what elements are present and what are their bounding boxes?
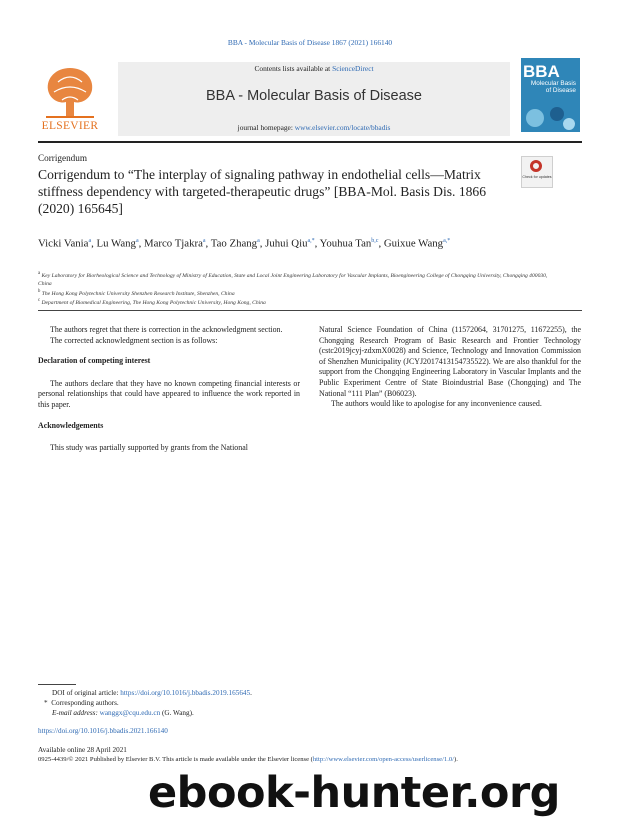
check-for-updates-button[interactable]: Check for updates xyxy=(521,156,553,188)
author: Youhua Tan xyxy=(319,237,372,250)
body-right-column xyxy=(319,325,581,410)
article-category: Corrigendum xyxy=(38,153,87,163)
section-heading: Acknowledgements xyxy=(38,420,104,430)
journal-cover xyxy=(521,58,580,132)
cover-title: BBA xyxy=(523,62,560,81)
paragraph: The authors declare that they have no known competing financial interests or personal relationships that could have appeared to influence the work reported in this paper. xyxy=(38,378,300,409)
watermark-text: ebook-hunter.org xyxy=(148,768,560,818)
license-line: 0925-4439/© 2021 Published by Elsevier B.V. This article is made available under the Elsevier license (http://www.elsevier.com/open-access/userlicense/1.0/). xyxy=(38,756,458,763)
footnote-email: E-mail address: wanggx@cqu.edu.cn (G. Wang). xyxy=(52,709,194,717)
cover-subtitle: Molecular Basis of Disease xyxy=(530,80,576,95)
paragraph: This study was partially supported by grants from the National xyxy=(50,443,248,453)
body-left-column xyxy=(38,325,300,454)
available-online: Available online 28 April 2021 xyxy=(38,746,127,754)
article-title: Corrigendum to “The interplay of signaling pathway in endothelial cells—Matrix stiffness dependency with targeted-therapeutic drugs” [BBA-Mol. Basis Dis. 1866 (2020) 165645] xyxy=(38,167,487,217)
paragraph: The corrected acknowledgment section is as follows: xyxy=(50,335,218,345)
sciencedirect-link[interactable]: ScienceDirect xyxy=(332,64,374,73)
elsevier-wordmark: ELSEVIER xyxy=(41,120,99,132)
author: Marco Tjakra xyxy=(144,237,203,250)
running-head[interactable]: BBA - Molecular Basis of Disease 1867 (2021) 166140 xyxy=(227,38,393,47)
author: Guixue Wang xyxy=(383,237,444,250)
author-list: Vicki Vania$^a$, Lu Wang$^a$, Marco Tjakra$^a$, Tao Zhang$^a$, Juhui Qiu$^{a,*}$, Youhua Tan$^{b,c}$, Guixue Wang$^{a,*}$ xyxy=(38,237,451,250)
paragraph: Natural Science Foundation of China (11572064, 31701275, 11672255), the Chongqing Research Program of Basic Research and Frontier Technology (cstc2019jcyj-zdxmX0028) and Science, Technology and Innovation Commission of Shenzhen Municipality (JCYJ20174131547355​22). We are also thankful for the support from the Chongqing Engineering Laboratory in Vascular Implants and the Public Experiment Centre of State Bioindustrial Base (Chongqing) and The National “111 Plan” (B06023). xyxy=(319,325,581,398)
affiliation-rule xyxy=(38,310,582,311)
license-link[interactable]: http://www.elsevier.com/open-access/userlicense/1.0/ xyxy=(312,756,454,763)
footnote-doi-original: DOI of original article: https://doi.org/10.1016/j.bbadis.2019.165645. xyxy=(52,689,252,697)
section-heading: Declaration of competing interest xyxy=(38,356,151,366)
author: Juhui Qiu xyxy=(265,237,308,250)
homepage-link[interactable]: www.elsevier.com/locate/bbadis xyxy=(294,123,391,132)
affiliation-a: $^a$ Key Laboratory for Biorheological Science and Technology of Ministry of Education, State and Local Joint Engineering Laboratory for Vascular Implants, Bioengineering College of Chongqing University, Chongqing 400030, China xyxy=(38,271,548,287)
header-rule xyxy=(38,141,582,143)
contents-line: Contents lists available at ScienceDirect xyxy=(254,64,374,73)
doi-original-link[interactable]: https://doi.org/10.1016/j.bbadis.2019.165645 xyxy=(120,689,251,697)
paragraph: The authors regret that there is correction in the acknowledgment section. xyxy=(50,325,283,334)
footnote-corresponding: * Corresponding authors. xyxy=(44,699,119,707)
affiliation-c: $^c$ Department of Biomedical Engineering, The Hong Kong Polytechnic University, Hong Kong, China xyxy=(38,298,266,306)
email-link[interactable]: wanggx@cqu.edu.cn xyxy=(99,709,161,717)
author: Lu Wang xyxy=(96,237,136,250)
article-doi[interactable]: https://doi.org/10.1016/j.bbadis.2021.166140 xyxy=(38,727,168,735)
footnote-rule xyxy=(38,684,76,685)
homepage-line: journal homepage: www.elsevier.com/locate/bbadis xyxy=(237,123,391,132)
affiliation-b: $^b$ The Hong Kong Polytechnic University Shenzhen Research Institute, Shenzhen, China xyxy=(38,289,235,297)
author: Vicki Vania xyxy=(38,237,89,250)
journal-title: BBA - Molecular Basis of Disease xyxy=(206,88,422,104)
check-updates-icon xyxy=(530,160,542,172)
cover-art-icon xyxy=(521,102,580,132)
author: Tao Zhang xyxy=(210,237,258,250)
paragraph: The authors would like to apologise for any inconvenience caused. xyxy=(331,399,542,409)
